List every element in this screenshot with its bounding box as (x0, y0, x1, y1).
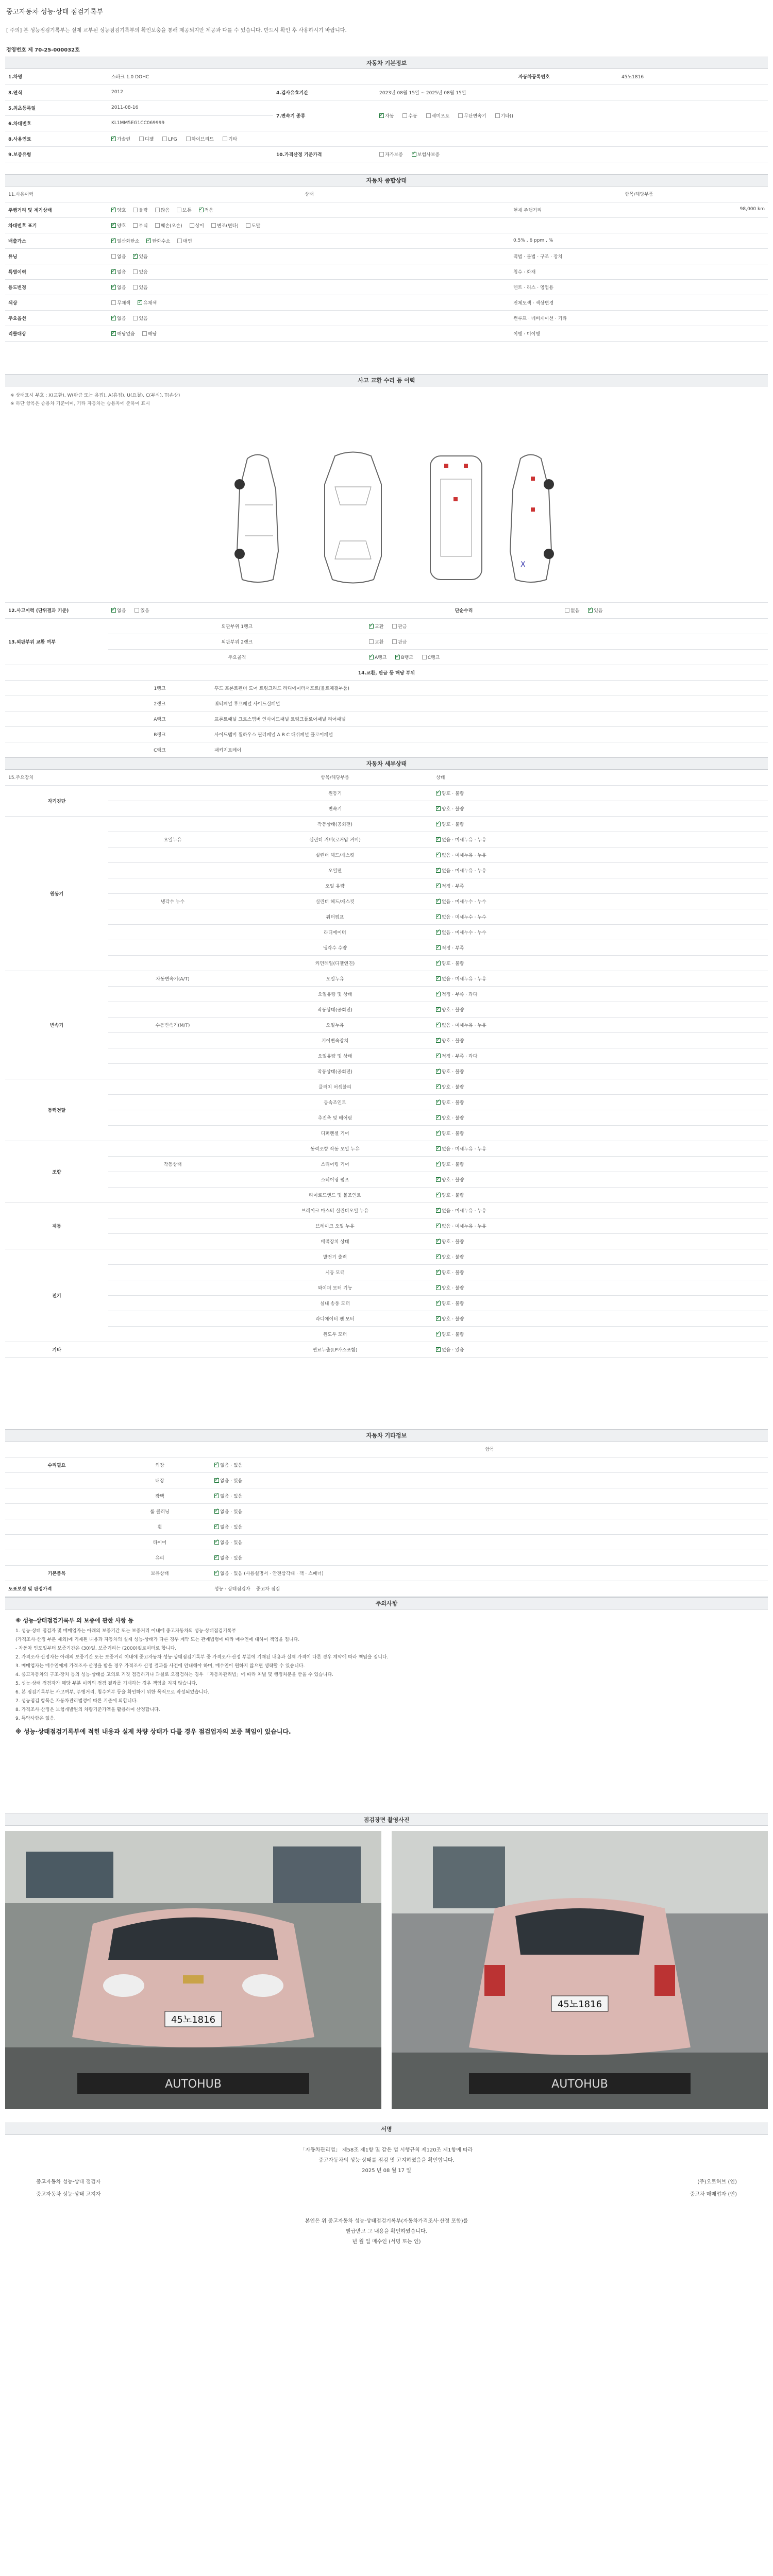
detail-row: 배력장치 상태 ✓ 양호 · 불량 (5, 1233, 768, 1249)
notice-line: 7. 성능점검 항목은 자동차관리법령에 따른 기준에 의합니다. (15, 1699, 138, 1704)
checkbox-checked-icon (214, 1494, 219, 1498)
checkbox-icon (211, 223, 216, 228)
checkbox-checked-icon (436, 945, 441, 950)
value-vin: KL1MM5EG1CC069999 (108, 115, 273, 131)
svg-text:X: X (520, 561, 526, 569)
value-year: 2012 (108, 84, 273, 100)
detail-title: 자동차 세부상태 (5, 757, 768, 770)
detail-row: 작동상태(공회전) ✓ 양호 · 불량 (5, 1002, 768, 1017)
basic-info-section (5, 57, 768, 162)
checkbox-icon (155, 223, 160, 228)
checkbox-icon (162, 137, 167, 141)
detail-row: 등속조인트 ✓ 양호 · 불량 (5, 1094, 768, 1110)
detail-row: 동력전달 클러치 어셈블리 ✓ 양호 · 불량 (5, 1079, 768, 1094)
detail-row: 냉각수 누수 실린더 헤드/개스킷 ✓ 없음 · 미세누수 · 누수 (5, 893, 768, 909)
checkbox-icon (177, 239, 182, 243)
detail-row: 추진축 및 베어링 ✓ 양호 · 불량 (5, 1110, 768, 1125)
detail-row: 타이로드엔드 및 볼조인트 ✓ 양호 · 불량 (5, 1187, 768, 1202)
trans-opt: 기타() (495, 112, 513, 119)
document-title: 중고자동차 성능·상태 점검기록부 (6, 8, 104, 16)
checkbox-checked-icon (436, 853, 441, 857)
checkbox-checked-icon (436, 1162, 441, 1166)
parts-row: C랭크 패키지트레이 (5, 742, 768, 757)
detail-row: 실내 송풍 모터 ✓ 양호 · 불량 (5, 1295, 768, 1311)
value-inspect: 2023년 08월 15일 ~ 2025년 08월 15일 (376, 84, 768, 100)
label-warranty: 9.보증유형 (5, 146, 108, 162)
checkbox-icon (422, 655, 427, 659)
checkbox-icon (458, 113, 463, 118)
detail-row: 라디에이터 팬 모터 ✓ 양호 · 불량 (5, 1311, 768, 1326)
checkbox-checked-icon (436, 1100, 441, 1105)
car-side-right-icon (500, 448, 562, 587)
checkbox-icon (133, 269, 138, 274)
detail-row: 스티어링 펌프 ✓ 양호 · 불량 (5, 1172, 768, 1187)
checkbox-checked-icon (436, 914, 441, 919)
checkbox-checked-icon (436, 1193, 441, 1197)
checkbox-checked-icon (369, 624, 374, 629)
notice-line: 5. 성능·상태 점검자가 해당 부분 이외의 점검 결과를 기재하는 경우 책임을 지지 않습니다. (15, 1681, 197, 1686)
document-number: 정영번호 제 70-25-000032호 (6, 47, 80, 53)
detail-row: 오일유량 및 상태 ✓ 적정 · 부족 · 과다 (5, 1048, 768, 1063)
checkbox-icon (392, 624, 397, 629)
other-row: 수리필요 외장 ✓ 없음 · 있음 (5, 1457, 768, 1472)
checkbox-checked-icon (436, 791, 441, 795)
detail-row: 브레이크 오일 누유 ✓ 없음 · 미세누유 · 누유 (5, 1218, 768, 1233)
checkbox-icon (111, 254, 116, 259)
checkbox-icon (133, 316, 138, 320)
detail-row: 기어변속장치 ✓ 양호 · 불량 (5, 1032, 768, 1048)
basic-info-title: 자동차 기본정보 (5, 57, 768, 69)
value-plate: 45노1816 (618, 69, 768, 84)
photo-rear (392, 1831, 768, 2109)
checkbox-checked-icon (214, 1478, 219, 1483)
notice-line: (가격조사·산정 부분 제외)에 기재된 내용과 자동차의 실제 성능·상태가 다른 경우 계약 또는 관계법령에 따라 매수인에 대하여 책임을 집니다. (15, 1637, 300, 1642)
checkbox-checked-icon (214, 1555, 219, 1560)
general-row: 색상 무채색✓ 유채색 전체도색 · 색상변경 (5, 295, 768, 310)
checkbox-checked-icon (436, 1023, 441, 1027)
checkbox-checked-icon (436, 976, 441, 981)
diagram-legend: ※ 상태표시 부호 : X(교환), W(판금 또는 용접), A(흠집), U(요철), C(부식), T(손상) ※ 하단 항목은 승용차 기준이며, 기타 자동차는 승용차에 준하여 표시 (10, 393, 180, 406)
detail-row: 원동기 작동상태(공회전) ✓ 양호 · 불량 (5, 816, 768, 832)
checkbox-checked-icon (146, 239, 151, 243)
detail-row: 작동상태(공회전) ✓ 양호 · 불량 (5, 1063, 768, 1079)
label-vin: 6.차대번호 (5, 115, 108, 131)
other-row: 타이어 ✓ 없음 · 있음 (5, 1534, 768, 1550)
accident-title: 사고 교환 수리 등 이력 (5, 374, 768, 386)
checkbox-checked-icon (436, 930, 441, 935)
label-repair: 단순수리 (366, 603, 562, 618)
checkbox-checked-icon (111, 608, 116, 613)
checkbox-icon (186, 137, 191, 141)
checkbox-icon (111, 300, 116, 305)
trans-opt: 수동 (402, 112, 417, 119)
detail-table: 15.주요장치 항목/해당부품 상태 자기진단 원동기 ✓ 양호 · 불량 변속기 ✓ 양호 · 불량 원동기 작동상태(공회전) ✓ 양호 · 불량 오일누유 실린더 커버(로커암 커버) ✓ 없음 · 미세누유 · 누유 실린더 헤드/개스킷 ✓ 없음 · 미세누유 · 누유 오일팬 ✓ 없음 · 미세누유 · 누유 오일 유량 ✓ 적정 · 부족 냉각수 누수 실린더 헤드/개스킷 ✓ 없음 · 미세누수 · 누수 워터펌프 ✓ 없음 · 미세누수 · 누수 라디에이터 ✓ 없음 · 미세누수 · 누수 냉각수 수량 ✓ 적정 · 부족 커먼레일(디젤엔진) ✓ 양호 · 불량 변속기 자동변속기(A/T) 오일누유 ✓ 없음 · 미세누유 · 누유 오일유량 및 상태 ✓ 적정 · 부족 · 과다 작동상태(공회전) ✓ 양호 · 불량 수동변속기(M/T) 오일누유 ✓ 없음 · 미세누유 · 누유 기어변속장치 ✓ 양호 · 불량 오일유량 및 상태 ✓ 적정 · 부족 · 과다 작동상태(공회전) ✓ 양호 · 불량 동력전달 클러치 어셈블리 ✓ 양호 · 불량 등속조인트 ✓ 양호 · 불량 추진축 및 베어링 ✓ 양호 · 불량 디퍼렌셜 기어 ✓ 양호 · 불량 조향 동력조향 작동 오일 누유 ✓ 없음 · 미세누유 · 누유 작동상태 스티어링 기어 ✓ 양호 · 불량 스티어링 펌프 ✓ 양호 · 불량 타이로드엔드 및 볼조인트 ✓ 양호 · 불량 제동 브레이크 마스터 실린더오일 누유 ✓ 없음 · 미세누유 · 누유 브레이크 오일 누유 ✓ 없음 · 미세누유 · 누유 배력장치 상태 ✓ 양호 · 불량 전기 발전기 출력 ✓ 양호 · 불량 시동 모터 ✓ 양호 · 불량 와이퍼 모터 기능 ✓ 양호 · 불량 실내 송풍 모터 ✓ 양호 · 불량 라디에이터 팬 모터 ✓ 양호 · 불량 윈도우 모터 ✓ 양호 · 불량 기타 연료누출(LP가스포함) ✓ 없음 · 있음 (5, 770, 768, 1358)
checkbox-checked-icon (214, 1509, 219, 1514)
checkbox-checked-icon (436, 837, 441, 842)
document-notice: [ 주의] 본 성능점검기록부는 실제 교부된 성능점검기록부의 확인보충을 통해 제공되지만 제공과 다를 수 있습니다. 반드시 확인 후 사용하시기 바랍니다. (6, 28, 347, 33)
notice-line: 9. 특약사항은 없음. (15, 1716, 56, 1721)
checkbox-checked-icon (436, 806, 441, 811)
label-first-reg: 5.최초등록일 (5, 100, 108, 115)
checkbox-checked-icon (133, 254, 138, 259)
head-col: 항목/해당부품 (510, 187, 768, 202)
general-row: 차대번호 표기 ✓ 양호 부식 훼손(오손) 상이 변조(변타) 도말 (5, 217, 768, 233)
checkbox-checked-icon (214, 1524, 219, 1529)
checkbox-icon (142, 331, 147, 336)
checkbox-checked-icon (436, 1131, 441, 1136)
checkbox-checked-icon (436, 1270, 441, 1275)
checkbox-checked-icon (436, 1316, 441, 1321)
parts-subtitle: 14.교환, 판금 등 해당 부위 (5, 665, 768, 680)
notice-line: 4. 중고자동차의 구조·장치 등의 성능·상태를 고의로 거짓 점검하거나 과실로 오점검하는 경우 「자동차관리법」에 따라 처벌 및 행정처분을 받을 수 있습니다. (15, 1672, 334, 1677)
accident-table: 12.사고이력 (단위결과 기준) ✓ 없음 있음 단순수리 없음 ✓ 있음 13.외판부위 교환 여부 외판부위 1랭크 ✓ 교환 판금 외판부위 2랭크 교환 판금 주요골격 ✓ A랭크 ✓ B랭크 C랭크 14.교환, 판금 등 해당 부위 1랭크 후드 프론트펜더 도어 트렁크리드 라디에이터서포트(볼트체결부품) 2랭크 쿼터패널 루프패널 사이드실패널 A랭크 프론트패널 크로스멤버 인사이드패널 트렁크플로어패널 리어패널 B랭크 사이드멤버 휠하우스 필러패널 A B C 대쉬패널 플로어패널 C랭크 패키지트레이 (5, 603, 768, 758)
other-section (5, 1429, 768, 1597)
checkbox-checked-icon (436, 884, 441, 888)
checkbox-checked-icon (111, 137, 116, 141)
checkbox-icon (246, 223, 250, 228)
warranty-options: 자가보증 ✓ 보험사보증 (376, 146, 768, 162)
checkbox-checked-icon (111, 316, 116, 320)
value-model: 스파크 1.0 DOHC (108, 69, 273, 84)
checkbox-icon (135, 608, 139, 613)
other-title: 자동차 기타정보 (5, 1429, 768, 1442)
plate-text: 45노1816 (171, 2014, 216, 2025)
detail-row: 수동변속기(M/T) 오일누유 ✓ 없음 · 미세누유 · 누유 (5, 1017, 768, 1032)
checkbox-checked-icon (111, 285, 116, 290)
detail-row: 시동 모터 ✓ 양호 · 불량 (5, 1264, 768, 1280)
general-row: 용도변경 ✓ 없음 있음 렌트 · 리스 · 영업용 (5, 279, 768, 295)
checkbox-checked-icon (395, 655, 400, 659)
detail-row: 라디에이터 ✓ 없음 · 미세누수 · 누수 (5, 924, 768, 940)
checkbox-checked-icon (436, 1146, 441, 1151)
checkbox-checked-icon (436, 1285, 441, 1290)
checkbox-checked-icon (199, 208, 204, 212)
other-row: 기본품목 보유상태 ✓ 없음 · 있음 (사용설명서 · 안전삼각대 · 잭 · 스패너) (5, 1565, 768, 1581)
checkbox-checked-icon (111, 208, 116, 212)
other-table: 항목 수리필요 외장 ✓ 없음 · 있음 내장 ✓ 없음 · 있음 광택 ✓ 없음 · 있음 룸 클리닝 ✓ 없음 · 있음 휠 ✓ 없음 · 있음 타이어 ✓ 없음 · 있음 유리 ✓ 없음 · 있음 기본품목 보유상태 ✓ 없음 · 있음 (사용설명서 · 안전삼각대 · 잭 · 스패너) 도표보정 및 판정가격 성능 · 상태점검자 중고차 점검 (5, 1442, 768, 1597)
notice-section (5, 1597, 768, 1744)
checkbox-checked-icon (436, 992, 441, 996)
checkbox-icon (402, 113, 407, 118)
checkbox-checked-icon (436, 1007, 441, 1012)
checkbox-icon (379, 152, 384, 157)
blank (273, 69, 376, 84)
detail-row: 조향 동력조향 작동 오일 누유 ✓ 없음 · 미세누유 · 누유 (5, 1141, 768, 1156)
checkbox-checked-icon (436, 1208, 441, 1213)
detail-row: 전기 발전기 출력 ✓ 양호 · 불량 (5, 1249, 768, 1264)
detail-row: 작동상태 스티어링 기어 ✓ 양호 · 불량 (5, 1156, 768, 1172)
notice-line: - 자동차 인도일부터 보증기간은 (30)일, 보증거리는 (2000)킬로미터로 합니다. (15, 1646, 177, 1651)
checkbox-checked-icon (436, 1115, 441, 1120)
basic-info-table (5, 69, 768, 162)
other-row: 내장 ✓ 없음 · 있음 (5, 1472, 768, 1488)
notice-line: 3. 매매업자는 매수인에게 가격조사·산정을 받을 경우 가격조사·산정 결과를 사전에 안내해야 하며, 매수인이 원하지 않으면 생략할 수 있습니다. (15, 1664, 305, 1669)
checkbox-checked-icon (436, 1069, 441, 1074)
label-year: 3.연식 (5, 84, 108, 100)
other-row: 광택 ✓ 없음 · 있음 (5, 1488, 768, 1503)
detail-row: 변속기 자동변속기(A/T) 오일누유 ✓ 없음 · 미세누유 · 누유 (5, 971, 768, 986)
other-row: 유리 ✓ 없음 · 있음 (5, 1550, 768, 1565)
checkbox-checked-icon (436, 1332, 441, 1336)
detail-row: 커먼레일(디젤엔진) ✓ 양호 · 불량 (5, 955, 768, 971)
detail-row: 자기진단 원동기 ✓ 양호 · 불량 (5, 785, 768, 801)
checkbox-icon (155, 208, 160, 212)
checkbox-checked-icon (436, 1054, 441, 1058)
checkbox-checked-icon (436, 961, 441, 965)
trans-opt: 무단변속기 (458, 112, 486, 119)
trans-opt: ✓ 자동 (379, 112, 394, 119)
detail-row: 워터펌프 ✓ 없음 · 미세누수 · 누수 (5, 909, 768, 924)
brand-text: AUTOHUB (551, 2078, 608, 2091)
signature-title: 서명 (5, 2123, 768, 2135)
car-side-left-icon (227, 448, 289, 587)
accident-section (5, 374, 768, 758)
detail-row: 냉각수 수량 ✓ 적정 · 부족 (5, 940, 768, 955)
checkbox-checked-icon (111, 223, 116, 228)
general-row: 주행거리 및 계기상태 ✓ 양호 불량 많음 보통✓ 적음 현재 주행거리 98,000 km (5, 202, 768, 217)
checkbox-checked-icon (436, 868, 441, 873)
photo-front (5, 1831, 381, 2109)
car-top-icon (314, 448, 392, 587)
plate-text: 45노1816 (557, 1999, 602, 2010)
checkbox-icon (369, 639, 374, 644)
general-row: 튜닝 없음✓ 있음 적법 · 불법 · 구조 · 장치 (5, 248, 768, 264)
notice-line: 2. 가격조사·산정자는 아래의 보증기간 또는 보증거리 이내에 중고자동차 성능·상태점검기록부 중 가격조사·산정 부분에 기재된 내용과 실제 가격이 다른 경우 계약에 따라 책임을 집니다. (15, 1655, 389, 1660)
head-col: 상태 (108, 187, 510, 202)
detail-row: 와이퍼 모터 기능 ✓ 양호 · 불량 (5, 1280, 768, 1295)
detail-section (5, 757, 768, 1358)
checkbox-icon (392, 639, 397, 644)
detail-row: 윈도우 모터 ✓ 양호 · 불량 (5, 1326, 768, 1342)
detail-row: 제동 브레이크 마스터 실린더오일 누유 ✓ 없음 · 미세누유 · 누유 (5, 1202, 768, 1218)
checkbox-icon (133, 208, 138, 212)
label-price: 10.가격산정 기준가격 (273, 146, 376, 162)
checkbox-icon (495, 113, 500, 118)
parts-row: A랭크 프론트패널 크로스멤버 인사이드패널 트렁크플로어패널 리어패널 (5, 711, 768, 726)
notice-line: 6. 본 점검기록부는 사고여부, 주행거리, 침수여부 등을 확인하기 위한 목적으로 작성되었습니다. (15, 1690, 210, 1695)
checkbox-checked-icon (111, 331, 116, 336)
detail-row: 디퍼렌셜 기어 ✓ 양호 · 불량 (5, 1125, 768, 1141)
checkbox-icon (190, 223, 194, 228)
parts-row: 1랭크 후드 프론트펜더 도어 트렁크리드 라디에이터서포트(볼트체결부품) (5, 680, 768, 696)
label-plate: 자동차등록번호 (515, 69, 618, 84)
checkbox-checked-icon (436, 1224, 441, 1228)
notice-body: ※ 성능·상태점검기록부 의 보증에 관한 사항 등 1. 성능·상태 점검자 및 매매업자는 아래의 보증기간 또는 보증거리 이내에 중고자동차의 성능·상태점검기록부 (가격조사·산정 부분 제외)에 기재된 내용과 자동차의 실제 성능·상태가 다른 경우 계약 또는 관계법령에 따라 매수인에 대하여 책임을 집니다. - 자동차 인도일부터 보증기간은 (30)일, 보증거리는 (2000)킬로미터로 합니다. 2. 가격조사·산정자는 아래의 보증기간 또는 보증거리 이내에 중고자동차 성능·상태점검기록부 중 가격조사·산정 부분에 기재된 내용과 실제 가격이 다른 경우 계약에 따라 책임을 집니다. 3. 매매업자는 매수인에게 가격조사·산정을 받을 경우 가격조사·산정 결과를 사전에 안내해야 하며, 매수인이 원하지 않으면 생략할 수 있습니다. 4. 중고자동차의 구조·장치 등의 성능·상태를 고의로 거짓 점검하거나 과실로 오점검하는 경우 「자동차관리법」에 따라 처벌 및 행정처분을 받을 수 있습니다. 5. 성능·상태 점검자가 해당 부분 이외의 점검 결과를 기재하는 경우 책임을 지지 않습니다. 6. 본 점검기록부는 사고여부, 주행거리, 침수여부 등을 확인하기 위한 목적으로 작성되었습니다. 7. 성능점검 항목은 자동차관리법령에 따른 기준에 의합니다. 8. 가격조사·산정은 보험개발원의 차량기준가액을 활용하여 산정합니다. 9. 특약사항은 없음. ※ 성능·상태점검기록부에 적힌 내용과 실제 차량 상태가 다를 경우 점검업자의 보증 책임이 있습니다. (5, 1609, 768, 1744)
checkbox-icon (133, 223, 138, 228)
general-status-section (5, 174, 768, 342)
checkbox-icon (139, 137, 144, 141)
label-fuel: 8.사용연료 (5, 131, 108, 146)
general-row: 주요옵션 ✓ 없음 있음 썬루프 · 네비게이션 · 기타 (5, 310, 768, 326)
detail-row: 변속기 ✓ 양호 · 불량 (5, 801, 768, 816)
checkbox-checked-icon (214, 1463, 219, 1467)
notice-title: 주의사항 (5, 1597, 768, 1609)
brand-text: AUTOHUB (165, 2078, 222, 2091)
trans-opt: 세미오토 (426, 112, 450, 119)
general-status-title: 자동차 종합상태 (5, 174, 768, 187)
label-model: 1.차명 (5, 69, 108, 84)
detail-row: 오일유량 및 상태 ✓ 적정 · 부족 · 과다 (5, 986, 768, 1002)
checkbox-checked-icon (379, 113, 384, 118)
notice-line: 1. 성능·상태 점검자 및 매매업자는 아래의 보증기간 또는 보증거리 이내에 중고자동차의 성능·상태점검기록부 (15, 1629, 237, 1634)
signature-section: 서명 「자동차관리법」 제58조 제1항 및 같은 법 시행규칙 제120조 제1항에 따라 중고자동차의 성능·상태를 점검 및 고지하였음을 확인합니다. 2025 년 08 월 17 일 중고자동차 성능·상태 점검자 (주)오토허브 (인) 중고자동차 성능·상태 고지자 중고차 매매업자 (인) 본인은 위 중고자동차 성능·상태점검기록부(자동차가격조사·산정 포함)를 발급받고 그 내용을 확인하였습니다. 년 월 일 매수인 (서명 또는 인) (5, 2123, 768, 2247)
detail-row: 기타 연료누출(LP가스포함) ✓ 없음 · 있음 (5, 1342, 768, 1357)
general-status-table (5, 187, 768, 342)
photos-title: 점검장면 촬영사진 (5, 1814, 768, 1826)
checkbox-checked-icon (436, 822, 441, 826)
checkbox-checked-icon (588, 608, 593, 613)
parts-row: B랭크 사이드멤버 휠하우스 필러패널 A B C 대쉬패널 플로어패널 (5, 726, 768, 742)
blank (376, 69, 515, 84)
checkbox-checked-icon (436, 1255, 441, 1259)
checkbox-icon (223, 137, 227, 141)
checkbox-checked-icon (138, 300, 142, 305)
checkbox-checked-icon (436, 1038, 441, 1043)
checkbox-icon (565, 608, 569, 613)
checkbox-icon (426, 113, 431, 118)
checkbox-checked-icon (436, 1084, 441, 1089)
checkbox-icon (177, 208, 181, 212)
checkbox-checked-icon (412, 152, 416, 157)
blank (108, 146, 273, 162)
car-frame-icon (417, 448, 495, 587)
value-first-reg: 2011-08-16 (108, 100, 273, 115)
label-inspect: 4.검사유효기간 (273, 84, 376, 100)
parts-row: 2랭크 쿼터패널 루프패널 사이드실패널 (5, 696, 768, 711)
checkbox-checked-icon (436, 899, 441, 904)
general-row: 배출가스 ✓ 일산화탄소✓ 탄화수소 매연 0.5% , 6 ppm , % (5, 233, 768, 248)
detail-row: 오일누유 실린더 커버(로커암 커버) ✓ 없음 · 미세누유 · 누유 (5, 832, 768, 847)
notice-emphasis: ※ 성능·상태점검기록부에 적힌 내용과 실제 차량 상태가 다를 경우 점검업자의 보증 책임이 있습니다. (15, 1728, 291, 1735)
detail-row: 오일팬 ✓ 없음 · 미세누유 · 누유 (5, 862, 768, 878)
checkbox-checked-icon (436, 1239, 441, 1244)
trans-options (376, 100, 768, 131)
photos-section (5, 1814, 768, 2114)
car-diagram (5, 386, 768, 603)
checkbox-checked-icon (111, 269, 116, 274)
checkbox-checked-icon (111, 239, 116, 243)
general-row: 리콜대상 ✓ 해당없음 해당 이행 · 미이행 (5, 326, 768, 341)
notice-line: 8. 가격조사·산정은 보험개발원의 차량기준가액을 활용하여 산정합니다. (15, 1707, 160, 1713)
checkbox-checked-icon (369, 655, 374, 659)
head-col: 11.사용이력 (5, 187, 108, 202)
checkbox-checked-icon (436, 1347, 441, 1352)
detail-row: 오일 유량 ✓ 적정 · 부족 (5, 878, 768, 893)
label-history: 12.사고이력 (단위결과 기준) (5, 603, 108, 618)
label-frame: 13.외판부위 교환 여부 (5, 618, 108, 665)
checkbox-checked-icon (214, 1571, 219, 1575)
checkbox-icon (133, 285, 138, 290)
fuel-options: ✓ 가솔린 디젤 LPG 하이브리드 기타 (108, 131, 768, 146)
detail-row: 실린더 헤드/개스킷 ✓ 없음 · 미세누유 · 누유 (5, 847, 768, 862)
checkbox-checked-icon (436, 1177, 441, 1182)
general-row: 특별이력 ✓ 없음 있음 침수 · 화재 (5, 264, 768, 279)
other-row: 휠 ✓ 없음 · 있음 (5, 1519, 768, 1534)
other-row: 룸 클리닝 ✓ 없음 · 있음 (5, 1503, 768, 1519)
checkbox-checked-icon (436, 1301, 441, 1306)
checkbox-checked-icon (214, 1540, 219, 1545)
label-trans: 7.변속기 종류 (273, 100, 376, 131)
